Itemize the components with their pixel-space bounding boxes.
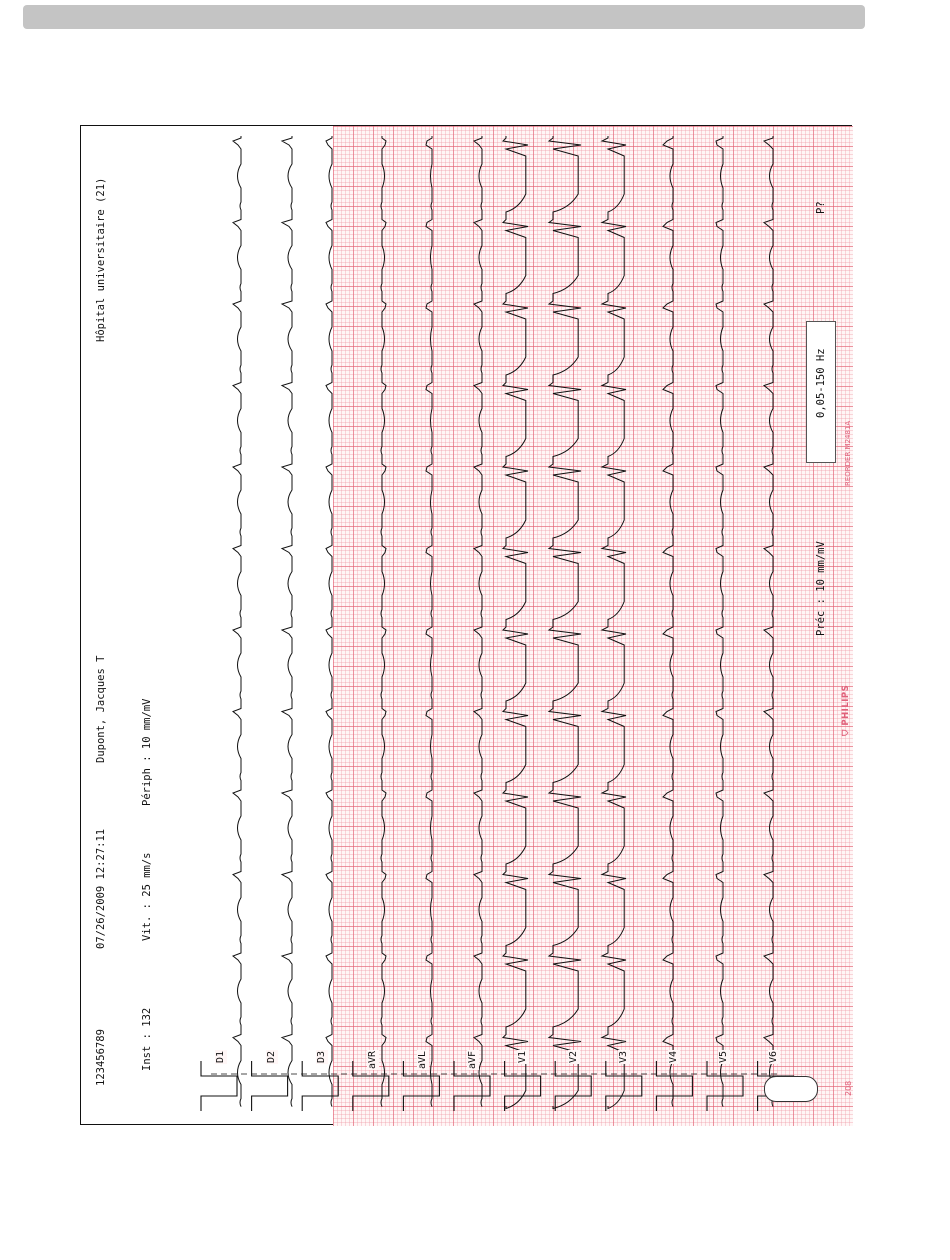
institution-name: Hôpital universitaire (21) xyxy=(95,177,107,342)
ecg-trace-d1 xyxy=(233,136,241,1107)
lead-label-v2: V2 xyxy=(568,1050,579,1063)
ecg-report-sheet xyxy=(80,125,852,1125)
lead-label-v5: V5 xyxy=(718,1050,729,1063)
ecg-trace-v3 xyxy=(602,136,626,1109)
philips-shield-icon: ⛉ xyxy=(841,725,851,736)
lead-label-avl: aVL xyxy=(417,1050,428,1069)
ecg-trace-d2 xyxy=(282,136,292,1107)
lead-label-v6: V6 xyxy=(768,1050,779,1063)
philips-logo xyxy=(840,685,852,736)
ecg-trace-d3 xyxy=(326,136,332,1107)
lead-label-d3: D3 xyxy=(316,1050,327,1063)
limb-gain-setting: Périph : 10 mm/mV xyxy=(141,698,153,806)
ecg-trace-avf xyxy=(474,136,482,1107)
lead-label-v4: V4 xyxy=(668,1050,679,1063)
speed-setting: Vit. : 25 mm/s xyxy=(141,852,153,941)
calibration-pulse xyxy=(505,1061,541,1111)
page-oval-marker xyxy=(764,1076,818,1102)
chest-gain-setting: Préc : 10 mm/mV xyxy=(815,541,827,636)
patient-name: Dupont, Jacques T xyxy=(95,655,107,763)
lead-label-avf: aVF xyxy=(467,1050,478,1069)
ecg-trace-avl xyxy=(426,136,432,1107)
inst-value: Inst : 132 xyxy=(141,1007,153,1071)
p-marker: P? xyxy=(815,201,827,214)
page-number: 208 xyxy=(844,1080,853,1096)
calibration-pulse xyxy=(555,1061,591,1111)
ecg-trace-v1 xyxy=(503,136,528,1109)
lead-label-d1: D1 xyxy=(215,1050,226,1063)
calibration-pulse xyxy=(252,1061,288,1111)
ecg-trace-v5 xyxy=(716,136,723,1107)
patient-id: 123456789 xyxy=(95,1029,107,1086)
top-toolbar-bar xyxy=(23,5,865,29)
lead-label-d2: D2 xyxy=(266,1050,277,1063)
calibration-pulse xyxy=(707,1061,743,1111)
lead-label-v3: V3 xyxy=(618,1050,629,1063)
brand-label: PHILIPS xyxy=(841,684,851,726)
calibration-pulse xyxy=(656,1061,692,1111)
report-datetime: 07/26/2009 12:27:11 xyxy=(95,828,107,949)
lead-label-v1: V1 xyxy=(517,1050,528,1063)
calibration-pulse xyxy=(201,1061,237,1111)
ecg-trace-v2 xyxy=(549,136,581,1109)
ecg-trace-v6 xyxy=(764,136,773,1107)
ecg-trace-v4 xyxy=(663,136,673,1107)
calibration-pulse xyxy=(302,1061,338,1111)
filter-setting: 0,05-150 Hz xyxy=(815,348,827,418)
ecg-trace-avr xyxy=(381,136,386,1107)
ecg-traces xyxy=(81,126,853,1126)
lead-label-avr: aVR xyxy=(367,1050,378,1069)
reorder-code: REORDER M2481A xyxy=(844,420,852,486)
